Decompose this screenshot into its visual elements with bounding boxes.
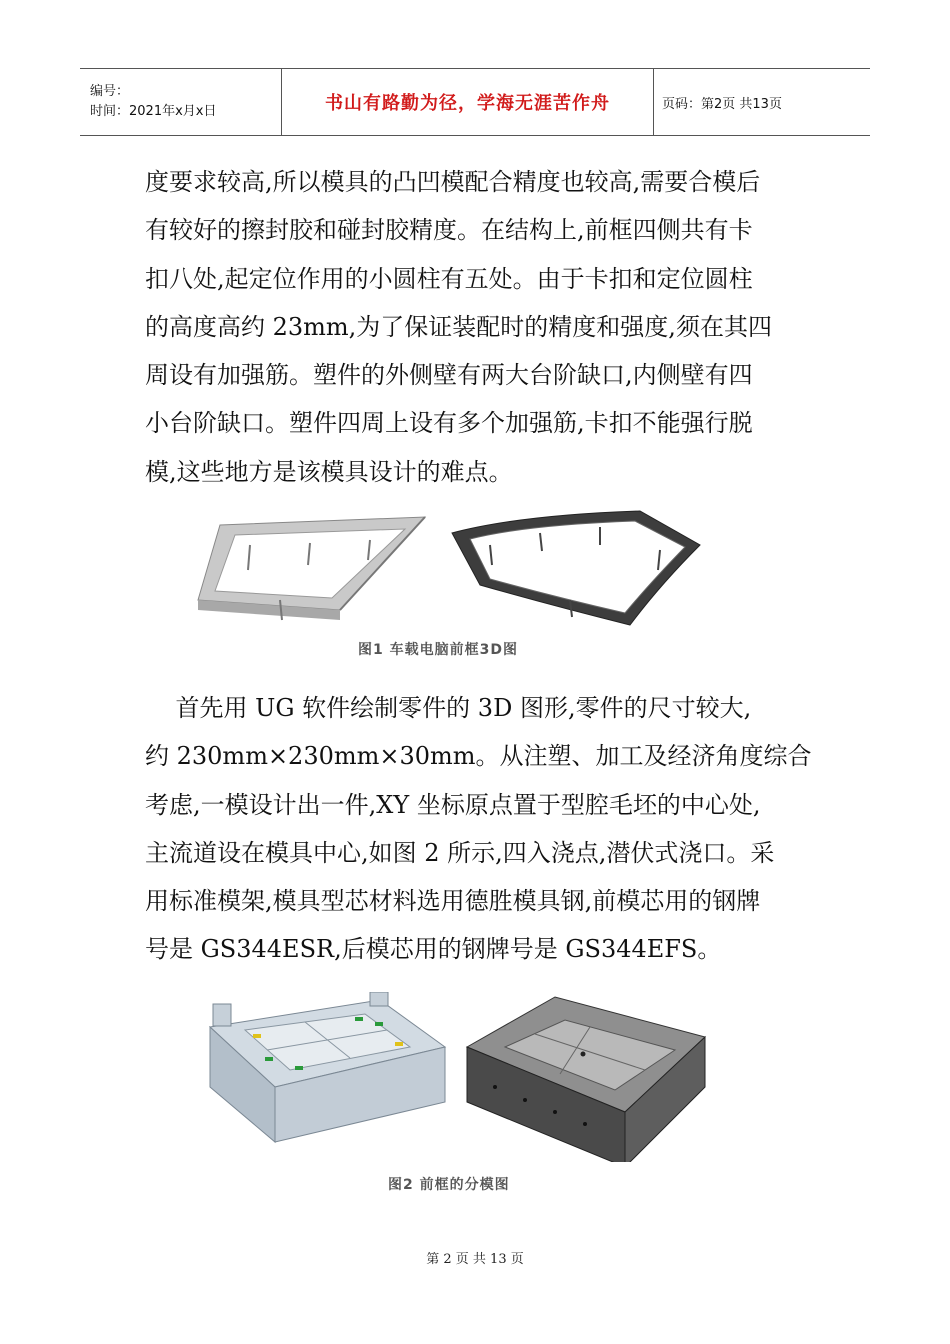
page-label: 页码：第2页 共13页: [662, 96, 782, 112]
text-line: 用标准模架,模具型芯材料选用德胜模具钢,前模芯用的钢牌: [145, 887, 761, 916]
mold-render-left: [210, 992, 445, 1142]
text-line: 首先用 UG 软件绘制零件的 3D 图形,零件的尺寸较大,: [145, 694, 752, 722]
frame-render-right: [452, 511, 700, 625]
text-line: 主流道设在模具中心,如图 2 所示,四入浇点,潜伏式浇口。采: [145, 838, 775, 867]
number-label: 编号：: [90, 84, 130, 99]
header-page-cell: [654, 69, 870, 135]
paragraph-2: [145, 684, 812, 974]
text-line: 的高度高约 23mm,为了保证装配时的精度和强度,须在其四: [145, 312, 772, 341]
text-line: 约 230mm×230mm×30mm。从注塑、加工及经济角度综合: [145, 742, 812, 771]
time-label: 时间：2021年x月x日: [90, 104, 217, 119]
motto-text: 书山有路勤为径，学海无涯苦作舟: [325, 93, 610, 114]
figure-1-image: [190, 505, 750, 635]
text-line: 号是 GS344ESR,后模芯用的钢牌号是 GS344EFS。: [145, 935, 722, 964]
header-meta: [80, 69, 281, 135]
text-line: 度要求较高,所以模具的凸凹模配合精度也较高,需要合模后: [145, 168, 761, 196]
header-motto-cell: [281, 69, 654, 135]
text-line: 有较好的擦封胶和碰封胶精度。在结构上,前框四侧共有卡: [145, 216, 753, 245]
text-line: 周设有加强筋。塑件的外侧壁有两大台阶缺口,内侧壁有四: [145, 361, 753, 390]
page-header: [80, 68, 870, 136]
mold-render-right: [467, 997, 705, 1162]
page-footer: 第 2 页 共 13 页: [426, 1252, 524, 1267]
text-line: 模,这些地方是该模具设计的难点。: [145, 457, 513, 486]
figure-2-image: [205, 992, 715, 1162]
figure-1-caption: 图1 车载电脑前框3D图: [358, 642, 518, 658]
text-line: 扣八处,起定位作用的小圆柱有五处。由于卡扣和定位圆柱: [145, 264, 753, 293]
text-line: 小台阶缺口。塑件四周上设有多个加强筋,卡扣不能强行脱: [145, 409, 753, 438]
paragraph-1: [145, 158, 807, 496]
figure-2-caption: 图2 前框的分模图: [388, 1177, 510, 1193]
text-line: 考虑,一模设计出一件,XY 坐标原点置于型腔毛坯的中心处,: [145, 790, 761, 819]
frame-render-left: [198, 517, 425, 620]
